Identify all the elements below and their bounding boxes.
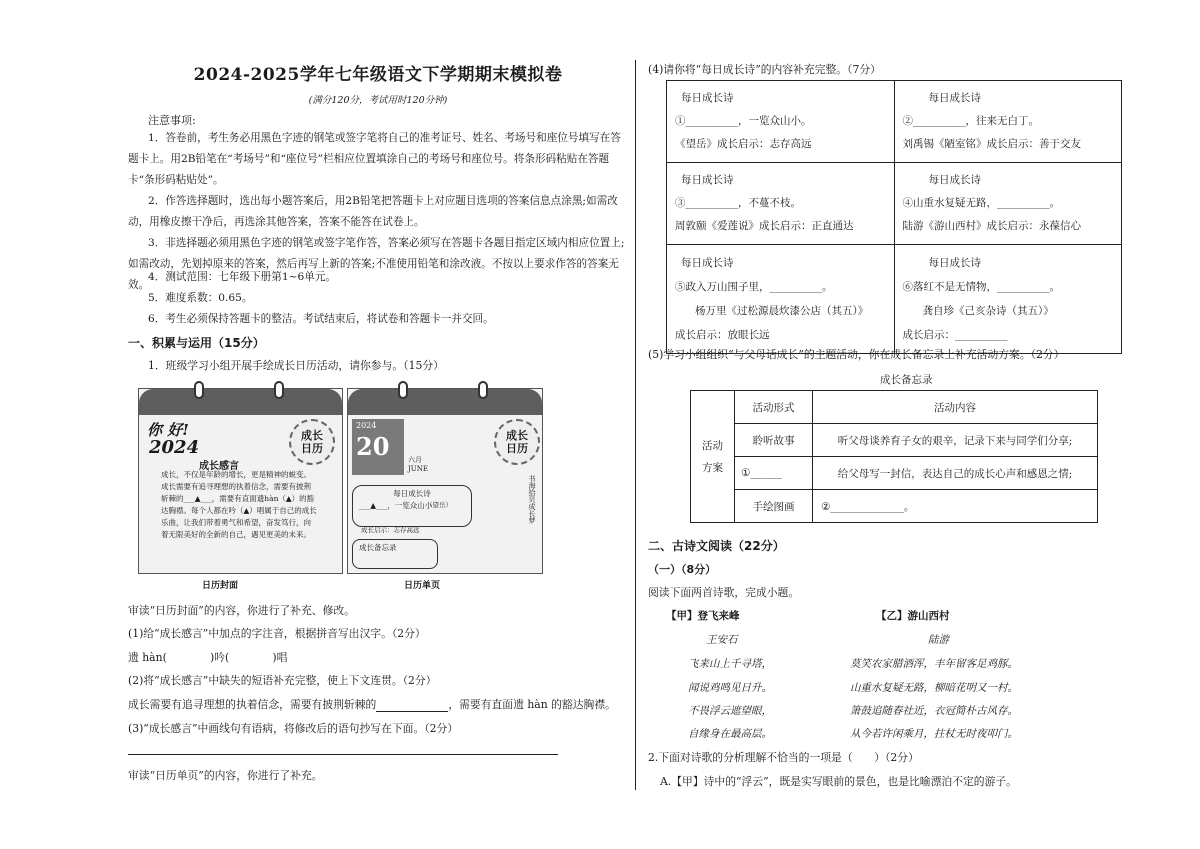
badge-text-top: 成长 [506, 429, 528, 442]
question-2: 2.下面对诗歌的分析理解不恰当的一项是（ ）（2分） [648, 751, 919, 764]
poem-a-line: 不畏浮云遮望眼， [688, 705, 772, 717]
answer-blank[interactable] [376, 711, 448, 712]
daily-poem-card [352, 485, 472, 534]
memo-caption: 成长备忘录 [880, 374, 933, 386]
q1-2-text-b: ，需要有直面遗 hàn 的豁达胸襟。 [448, 698, 616, 711]
poem-b-line: 莫笑农家腊酒浑，丰年留客足鸡豚。 [850, 658, 1018, 670]
side-label-2: 方案 [702, 461, 723, 474]
calendar-cover-image [138, 388, 343, 574]
calendar-cover-header [139, 389, 342, 415]
exam-title: 2024-2025学年七年级语文下学期期末模拟卷 [193, 65, 563, 85]
plan-content-cell: 听父母谈养育子女的艰辛，记录下来与同学们分享; [813, 424, 1098, 457]
poem-cell-title: 每日成长诗 [928, 92, 981, 104]
note-item-3: 3．非选择题必须用黑色字迹的钢笔或签字笔作答，答案必须写在答题卡各题目指定区域内相应位置上;如需改动，先划掉原来的答案，然后再写上新的答案;不准使用铅笔和涂改液。不按以上要求作答的答案无效。 [128, 237, 625, 291]
plan-form-cell: 聆听故事 [735, 424, 813, 457]
poem-cell-line: ②__________，往来无白丁。 [902, 115, 1039, 127]
question-1: 1．班级学习小组开展手绘成长日历活动，请你参与。（15分） [148, 359, 444, 372]
daily-poem-hint: 成长启示：志存高远 [361, 526, 420, 534]
poem-cell-title: 每日成长诗 [681, 92, 734, 104]
section-2-heading: 二、古诗文阅读（22分） [648, 539, 785, 553]
daily-poem-title: 每日成长诗 [393, 489, 431, 498]
growth-calendar-badge [289, 419, 335, 465]
binder-ring-icon [194, 381, 204, 399]
poem-cell-source: 杨万里《过松源晨炊漆公店（其五）》 [695, 305, 869, 317]
col-header-content: 活动内容 [813, 391, 1098, 424]
cover-year: 2024 [149, 437, 200, 458]
poem-cell-title: 每日成长诗 [681, 174, 734, 186]
poem-cell-hint: 《望岳》成长启示：志存高远 [675, 138, 812, 150]
page-day: 20 [356, 432, 390, 461]
motto-title: 成长感言 [199, 461, 239, 472]
poem-cell-line: ④山重水复疑无路，__________。 [902, 197, 1060, 209]
daily-poem-source: （望岳） [426, 501, 452, 509]
note-item-4: 4．测试范围：七年级下册第1~6单元。 [148, 271, 337, 283]
answer-line[interactable] [128, 754, 558, 755]
poem-cell-5 [667, 245, 895, 354]
note-item-1: 1．答卷前，考生务必用黑色字迹的钢笔或签字笔将自己的准考证号、姓名、考场号和座位号填写在答题卡上。用2B铅笔在“考场号”和“座位号”栏相应位置填涂自己的考场号和座位号。将条形码粘贴在答题卡“条形码粘贴处”。 [128, 132, 621, 186]
read-cover-instruction: 审读“日历封面”的内容，你进行了补充、修改。 [128, 604, 355, 617]
poem-a-line: 自缘身在最高层。 [688, 728, 772, 740]
poem-cell-title: 每日成长诗 [928, 257, 981, 269]
binder-ring-icon [274, 381, 284, 399]
poem-a-title: 【甲】登飞来峰 [666, 610, 740, 622]
growth-memo-title: 成长备忘录 [359, 543, 397, 552]
poem-cell-hint: 成长启示：__________ [902, 329, 1008, 341]
calendar-page-image [347, 388, 543, 574]
poem-cell-4 [894, 163, 1122, 245]
reading-intro: 阅读下面两首诗歌，完成小题。 [648, 586, 800, 599]
daily-poem-grid [666, 80, 1122, 354]
page-vertical-text: 书海拾贝成长梦 [528, 475, 536, 524]
poem-cell-3 [667, 163, 895, 245]
poem-cell-line: ③__________，不蔓不枝。 [675, 197, 801, 209]
note-item-6: 6．考生必须保持答题卡的整洁。考试结束后，将试卷和答题卡一并交回。 [148, 313, 494, 325]
poem-cell-hint: 周敦颐《爱莲说》成长启示：正直通达 [675, 220, 854, 232]
poem-cell-title: 每日成长诗 [928, 174, 981, 186]
poem-a-line: 闻说鸡鸣见日升。 [688, 682, 772, 694]
badge-text-bottom: 日历 [301, 442, 323, 455]
poem-cell-hint: 成长启示：放眼长远 [675, 329, 770, 341]
calendar-page-caption: 日历单页 [404, 581, 441, 591]
poem-cell-source: 龚自珍《己亥杂诗（其五）》 [922, 305, 1054, 317]
growth-memo-card [352, 539, 438, 569]
motto-text: 成长，不仅是年龄的增长，更是精神的蜕变。成长需要有追寻理想的执着信念，需要有披荆斩棘的___▲___，需要有直面遗hàn（▲）的豁达胸襟。每个人都在吟（▲）唱属于自己的成长乐曲，让我们带着勇气和希望，奋发笃行，向着无限美好的全新的自己，遇见更美的未来。 [161, 470, 317, 539]
poem-a-author: 王安石 [706, 634, 738, 646]
poem-b-line: 箫鼓追随春社近，衣冠简朴古风存。 [850, 705, 1018, 717]
question-5: (5)学习小组组织“与父母话成长”的主题活动，你在成长备忘录上补充活动方案。（2分） [648, 348, 1065, 361]
poem-cell-6 [894, 245, 1122, 354]
activity-plan-table [690, 390, 1098, 523]
poem-cell-hint: 陆游《游山西村》成长启示：永葆信心 [902, 220, 1081, 232]
calendar-page-header [348, 389, 542, 415]
badge-text-bottom: 日历 [506, 442, 528, 455]
poem-b-author: 陆游 [928, 634, 949, 646]
question-1-2-sentence [128, 697, 616, 712]
plan-form-cell: 手绘图画 [735, 490, 813, 523]
page-month-en: JUNE [408, 465, 428, 473]
plan-content-cell: 给父母写一封信，表达自己的成长心声和感恩之情; [813, 457, 1098, 490]
note-item-5: 5．难度系数：0.65。 [148, 292, 253, 304]
section-1-heading: 一、积累与运用（15分） [128, 336, 265, 350]
note-item-2: 2．作答选择题时，选出每小题答案后，用2B铅笔把答题卡上对应题目选项的答案信息点涂黑;如需改动，用橡皮擦干净后，再选涂其他答案，答案不能答在试卷上。 [128, 195, 618, 228]
poem-b-title: 【乙】游山西村 [876, 610, 950, 622]
poem-cell-2 [894, 81, 1122, 163]
column-divider [635, 60, 636, 790]
poem-cell-hint: 刘禹锡《陋室铭》成长启示：善于交友 [902, 138, 1081, 150]
question-1-1: (1)给“成长感言”中加点的字注音，根据拼音写出汉字。（2分） [128, 627, 426, 640]
page-month-cn: 六月 [408, 456, 422, 464]
question-4: (4)请你将“每日成长诗”的内容补充完整。（7分） [648, 63, 881, 76]
question-1-1-answer: 遗 hàn( )吟( )唱 [128, 651, 288, 664]
poem-b-line: 从今若许闲乘月，拄杖无时夜叩门。 [850, 728, 1018, 740]
cover-greeting: 你 好! [147, 421, 189, 439]
plan-form-cell-blank[interactable]: ①______ [735, 457, 813, 490]
binder-ring-icon [478, 381, 488, 399]
poem-cell-1 [667, 81, 895, 163]
page-year: 2024 [356, 421, 377, 430]
badge-text-top: 成长 [301, 429, 323, 442]
exam-subtitle: (满分120分，考试用时120分钟) [308, 95, 448, 106]
q1-2-text-a: 成长需要有追寻理想的执着信念，需要有披荆斩棘的 [128, 698, 377, 711]
growth-calendar-badge [494, 419, 540, 465]
subsection-1-heading: （一）（8分） [648, 563, 717, 576]
daily-poem-line: ___▲___，一览众山小 [359, 501, 433, 510]
poem-cell-line: ⑥落红不是无情物，__________。 [902, 281, 1060, 293]
binder-ring-icon [398, 381, 408, 399]
col-header-form: 活动形式 [735, 391, 813, 424]
question-2-option-a[interactable]: A.【甲】诗中的“浮云”，既是实写眼前的景色，也是比喻漂泊不定的游子。 [660, 775, 1017, 788]
poem-a-line: 飞来山上千寻塔， [688, 658, 772, 670]
calendar-cover-caption: 日历封面 [202, 581, 239, 591]
notes-heading: 注意事项: [148, 114, 196, 127]
poem-cell-title: 每日成长诗 [681, 257, 734, 269]
side-label-1: 活动 [702, 439, 723, 452]
question-1-3: (3)“成长感言”中画线句有语病，将修改后的语句抄写在下面。（2分） [128, 722, 459, 735]
date-block [352, 419, 404, 475]
poem-cell-line: ①__________，一览众山小。 [675, 115, 812, 127]
poem-b-line: 山重水复疑无路，柳暗花明又一村。 [850, 682, 1018, 694]
read-page-instruction: 审读“日历单页”的内容，你进行了补充。 [128, 769, 323, 782]
plan-side-label [691, 391, 735, 523]
plan-content-cell-blank[interactable]: ②______________。 [813, 490, 1098, 523]
question-1-2: (2)将“成长感言”中缺失的短语补充完整，使上下文连贯。（2分） [128, 674, 437, 687]
poem-cell-line: ⑤政入万山围子里，__________。 [675, 281, 833, 293]
